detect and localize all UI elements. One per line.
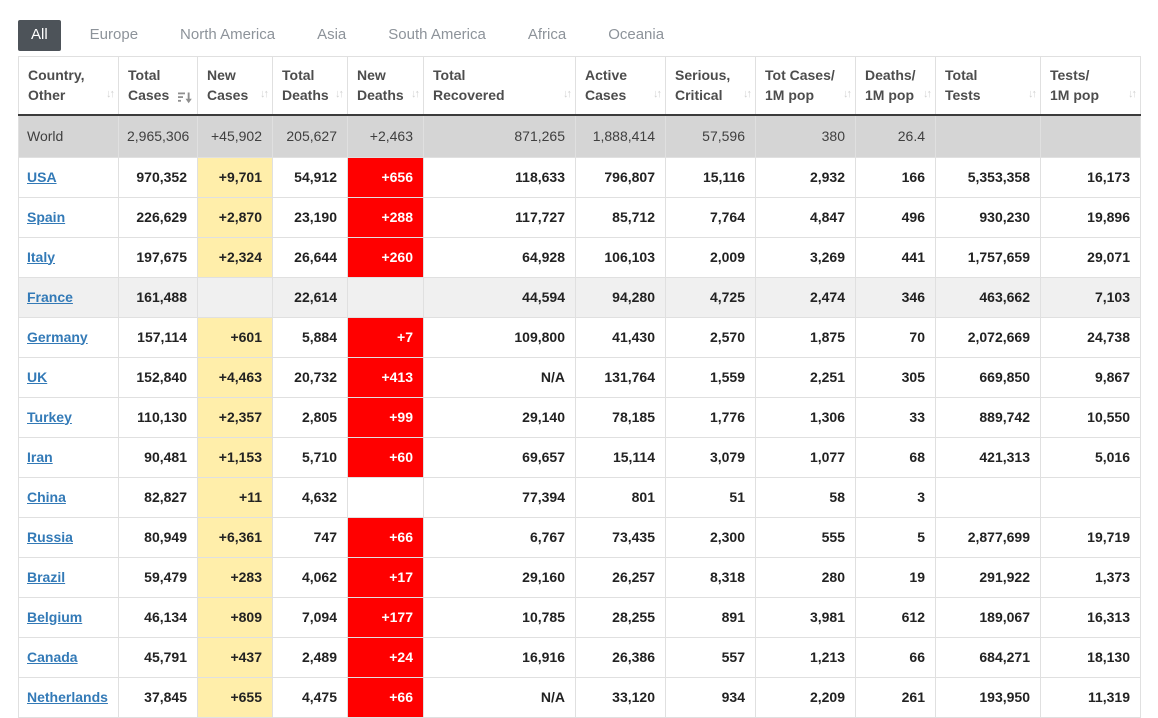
table-row-usa: [19, 157, 1141, 197]
total-cases-cell: 45,791: [119, 637, 198, 677]
active-cases-cell: 26,386: [576, 637, 666, 677]
tests-1m-cell: 5,016: [1041, 437, 1141, 477]
table-header-row: [19, 56, 1141, 115]
world-label: World: [27, 127, 64, 144]
serious-critical-cell: 3,079: [666, 437, 756, 477]
total-cases-cell: 161,488: [119, 277, 198, 317]
table-row-uk: [19, 357, 1141, 397]
table-row-brazil: [19, 557, 1141, 597]
serious-critical-cell: 2,300: [666, 517, 756, 557]
col-header-new-cases[interactable]: [198, 56, 273, 115]
sort-updown-icon[interactable]: ↓↑: [563, 87, 570, 100]
country-link-canada[interactable]: Canada: [27, 648, 78, 665]
new-cases-cell: +809: [198, 597, 273, 637]
tests-1m-cell: 19,719: [1041, 517, 1141, 557]
new-deaths-cell: +413: [348, 357, 424, 397]
country-other-cell: [19, 317, 119, 357]
country-other-cell: [19, 157, 119, 197]
total-tests-cell: 5,353,358: [936, 157, 1041, 197]
table-row-netherlands: [19, 677, 1141, 717]
total-recovered-cell: 118,633: [424, 157, 576, 197]
total-tests-cell: 2,877,699: [936, 517, 1041, 557]
country-link-brazil[interactable]: Brazil: [27, 568, 66, 585]
sort-updown-icon[interactable]: ↓↑: [743, 87, 750, 100]
country-other-cell: [19, 237, 119, 277]
sort-updown-icon[interactable]: ↓↑: [335, 87, 342, 100]
tests-1m-cell: 18,130: [1041, 637, 1141, 677]
new-deaths-cell: +260: [348, 237, 424, 277]
total-cases-cell: 110,130: [119, 397, 198, 437]
new-cases-cell: +2,324: [198, 237, 273, 277]
table-row-turkey: [19, 397, 1141, 437]
total-tests-cell: [936, 477, 1041, 517]
active-cases-cell: 801: [576, 477, 666, 517]
country-link-iran[interactable]: Iran: [27, 448, 53, 465]
col-header-label: Tot Cases/ 1M pop: [765, 66, 835, 103]
new-cases-cell: +4,463: [198, 357, 273, 397]
table-body: [19, 115, 1141, 718]
deaths-1m-cell: 612: [856, 597, 936, 637]
sort-updown-icon[interactable]: ↓↑: [843, 87, 850, 100]
total-deaths-cell: 22,614: [273, 277, 348, 317]
col-header-country-other[interactable]: [19, 56, 119, 115]
total-deaths-cell: 5,884: [273, 317, 348, 357]
new-deaths-cell: [348, 277, 424, 317]
serious-critical-cell: 51: [666, 477, 756, 517]
country-link-uk[interactable]: UK: [27, 368, 48, 385]
tab-north-america[interactable]: North America: [167, 20, 288, 51]
total-deaths-cell: 26,644: [273, 237, 348, 277]
total-recovered-cell: 44,594: [424, 277, 576, 317]
total-recovered-cell: 117,727: [424, 197, 576, 237]
tab-south-america[interactable]: South America: [375, 20, 499, 51]
tab-all[interactable]: All: [18, 20, 61, 51]
total-deaths-cell: 2,489: [273, 637, 348, 677]
tests-1m-cell: 10,550: [1041, 397, 1141, 437]
table-row-belgium: [19, 597, 1141, 637]
serious-critical-cell: 2,009: [666, 237, 756, 277]
total-deaths-cell: 2,805: [273, 397, 348, 437]
tot-cases-1m-cell: 555: [756, 517, 856, 557]
total-cases-cell: 226,629: [119, 197, 198, 237]
sort-updown-icon[interactable]: ↓↑: [411, 87, 418, 100]
new-deaths-cell: +17: [348, 557, 424, 597]
tests-1m-cell: 24,738: [1041, 317, 1141, 357]
sort-descending-icon[interactable]: [178, 91, 192, 104]
total-cases-cell: 90,481: [119, 437, 198, 477]
table-row-iran: [19, 437, 1141, 477]
new-deaths-cell: +7: [348, 317, 424, 357]
country-other-cell: [19, 197, 119, 237]
total-deaths-cell: 5,710: [273, 437, 348, 477]
country-link-turkey[interactable]: Turkey: [27, 408, 72, 425]
total-recovered-cell: N/A: [424, 677, 576, 717]
covid-stats-table: [18, 56, 1141, 718]
col-header-label: Tests/ 1M pop: [1050, 66, 1099, 103]
serious-critical-cell: 57,596: [666, 115, 756, 158]
tot-cases-1m-cell: 2,474: [756, 277, 856, 317]
total-tests-cell: 421,313: [936, 437, 1041, 477]
table-row-canada: [19, 637, 1141, 677]
col-header-label: Active Cases: [585, 66, 628, 103]
serious-critical-cell: 1,776: [666, 397, 756, 437]
total-recovered-cell: 10,785: [424, 597, 576, 637]
country-other-cell: [19, 437, 119, 477]
new-cases-cell: +601: [198, 317, 273, 357]
deaths-1m-cell: 261: [856, 677, 936, 717]
total-cases-cell: 37,845: [119, 677, 198, 717]
deaths-1m-cell: 66: [856, 637, 936, 677]
col-header-deaths-1m[interactable]: [856, 56, 936, 115]
col-header-total-recovered[interactable]: [424, 56, 576, 115]
tot-cases-1m-cell: 2,209: [756, 677, 856, 717]
serious-critical-cell: 891: [666, 597, 756, 637]
table-row-world: [19, 115, 1141, 158]
serious-critical-cell: 15,116: [666, 157, 756, 197]
total-recovered-cell: 871,265: [424, 115, 576, 158]
col-header-serious-critical[interactable]: [666, 56, 756, 115]
deaths-1m-cell: 70: [856, 317, 936, 357]
new-cases-cell: +45,902: [198, 115, 273, 158]
country-link-usa[interactable]: USA: [27, 168, 57, 185]
country-link-china[interactable]: China: [27, 488, 66, 505]
active-cases-cell: 41,430: [576, 317, 666, 357]
col-header-new-deaths[interactable]: [348, 56, 424, 115]
country-other-cell: [19, 397, 119, 437]
tot-cases-1m-cell: 1,077: [756, 437, 856, 477]
deaths-1m-cell: 3: [856, 477, 936, 517]
new-deaths-cell: +99: [348, 397, 424, 437]
new-cases-cell: +283: [198, 557, 273, 597]
total-recovered-cell: 29,160: [424, 557, 576, 597]
total-tests-cell: [936, 115, 1041, 158]
tests-1m-cell: [1041, 477, 1141, 517]
new-deaths-cell: +656: [348, 157, 424, 197]
country-link-germany[interactable]: Germany: [27, 328, 88, 345]
total-deaths-cell: 54,912: [273, 157, 348, 197]
tot-cases-1m-cell: 2,251: [756, 357, 856, 397]
tab-asia[interactable]: Asia: [304, 20, 359, 51]
tests-1m-cell: 1,373: [1041, 557, 1141, 597]
tot-cases-1m-cell: 3,981: [756, 597, 856, 637]
new-deaths-cell: +66: [348, 517, 424, 557]
new-cases-cell: +1,153: [198, 437, 273, 477]
country-link-italy[interactable]: Italy: [27, 248, 56, 265]
total-cases-cell: 970,352: [119, 157, 198, 197]
new-deaths-cell: +2,463: [348, 115, 424, 158]
table-row-china: [19, 477, 1141, 517]
deaths-1m-cell: 346: [856, 277, 936, 317]
col-header-label: Country, Other: [28, 66, 85, 103]
active-cases-cell: 94,280: [576, 277, 666, 317]
tests-1m-cell: 7,103: [1041, 277, 1141, 317]
total-recovered-cell: 29,140: [424, 397, 576, 437]
country-link-belgium[interactable]: Belgium: [27, 608, 83, 625]
total-recovered-cell: 64,928: [424, 237, 576, 277]
total-recovered-cell: N/A: [424, 357, 576, 397]
country-other-cell: [19, 597, 119, 637]
total-deaths-cell: 20,732: [273, 357, 348, 397]
active-cases-cell: 85,712: [576, 197, 666, 237]
active-cases-cell: 73,435: [576, 517, 666, 557]
col-header-total-deaths[interactable]: [273, 56, 348, 115]
sort-updown-icon[interactable]: ↓↑: [923, 87, 930, 100]
total-cases-cell: 2,965,306: [119, 115, 198, 158]
sort-updown-icon[interactable]: ↓↑: [260, 87, 267, 100]
total-deaths-cell: 4,632: [273, 477, 348, 517]
col-header-label: Total Cases: [128, 66, 170, 103]
new-deaths-cell: +288: [348, 197, 424, 237]
tests-1m-cell: 11,319: [1041, 677, 1141, 717]
total-recovered-cell: 6,767: [424, 517, 576, 557]
tot-cases-1m-cell: 4,847: [756, 197, 856, 237]
deaths-1m-cell: 5: [856, 517, 936, 557]
serious-critical-cell: 1,559: [666, 357, 756, 397]
total-recovered-cell: 109,800: [424, 317, 576, 357]
deaths-1m-cell: 19: [856, 557, 936, 597]
col-header-label: New Deaths: [357, 66, 404, 103]
total-tests-cell: 2,072,669: [936, 317, 1041, 357]
total-cases-cell: 59,479: [119, 557, 198, 597]
country-link-russia[interactable]: Russia: [27, 528, 73, 545]
col-header-label: Total Tests: [945, 66, 981, 103]
tab-africa[interactable]: Africa: [515, 20, 579, 51]
total-cases-cell: 197,675: [119, 237, 198, 277]
active-cases-cell: 1,888,414: [576, 115, 666, 158]
tot-cases-1m-cell: 58: [756, 477, 856, 517]
tot-cases-1m-cell: 1,875: [756, 317, 856, 357]
sort-updown-icon[interactable]: ↓↑: [106, 87, 113, 100]
total-tests-cell: 684,271: [936, 637, 1041, 677]
tab-europe[interactable]: Europe: [77, 20, 151, 51]
active-cases-cell: 33,120: [576, 677, 666, 717]
new-cases-cell: +11: [198, 477, 273, 517]
new-deaths-cell: [348, 477, 424, 517]
total-deaths-cell: 4,062: [273, 557, 348, 597]
total-tests-cell: 193,950: [936, 677, 1041, 717]
region-tabs: [18, 20, 1158, 51]
new-deaths-cell: +66: [348, 677, 424, 717]
country-link-netherlands[interactable]: Netherlands: [27, 688, 108, 705]
new-deaths-cell: +24: [348, 637, 424, 677]
col-header-label: New Cases: [207, 66, 249, 103]
table-row-italy: [19, 237, 1141, 277]
deaths-1m-cell: 166: [856, 157, 936, 197]
table-row-germany: [19, 317, 1141, 357]
col-header-label: Total Recovered: [433, 66, 505, 103]
deaths-1m-cell: 26.4: [856, 115, 936, 158]
tot-cases-1m-cell: 380: [756, 115, 856, 158]
new-cases-cell: +2,870: [198, 197, 273, 237]
total-deaths-cell: 4,475: [273, 677, 348, 717]
new-cases-cell: +6,361: [198, 517, 273, 557]
total-deaths-cell: 205,627: [273, 115, 348, 158]
total-recovered-cell: 77,394: [424, 477, 576, 517]
new-cases-cell: [198, 277, 273, 317]
col-header-label: Deaths/ 1M pop: [865, 66, 916, 103]
total-tests-cell: 189,067: [936, 597, 1041, 637]
tot-cases-1m-cell: 280: [756, 557, 856, 597]
tab-oceania[interactable]: Oceania: [595, 20, 677, 51]
total-tests-cell: 930,230: [936, 197, 1041, 237]
country-other-cell: [19, 517, 119, 557]
total-cases-cell: 80,949: [119, 517, 198, 557]
sort-updown-icon[interactable]: ↓↑: [653, 87, 660, 100]
new-deaths-cell: +177: [348, 597, 424, 637]
total-deaths-cell: 747: [273, 517, 348, 557]
serious-critical-cell: 557: [666, 637, 756, 677]
tot-cases-1m-cell: 1,213: [756, 637, 856, 677]
country-link-france[interactable]: France: [27, 288, 73, 305]
country-other-cell: [19, 357, 119, 397]
tests-1m-cell: 29,071: [1041, 237, 1141, 277]
deaths-1m-cell: 305: [856, 357, 936, 397]
col-header-total-tests[interactable]: [936, 56, 1041, 115]
country-other-cell: [19, 677, 119, 717]
tot-cases-1m-cell: 1,306: [756, 397, 856, 437]
tests-1m-cell: [1041, 115, 1141, 158]
new-deaths-cell: +60: [348, 437, 424, 477]
table-row-france: [19, 277, 1141, 317]
total-deaths-cell: 23,190: [273, 197, 348, 237]
country-other-cell: [19, 557, 119, 597]
serious-critical-cell: 934: [666, 677, 756, 717]
active-cases-cell: 28,255: [576, 597, 666, 637]
new-cases-cell: +9,701: [198, 157, 273, 197]
total-tests-cell: 291,922: [936, 557, 1041, 597]
table-row-russia: [19, 517, 1141, 557]
tests-1m-cell: 16,313: [1041, 597, 1141, 637]
total-cases-cell: 82,827: [119, 477, 198, 517]
total-tests-cell: 463,662: [936, 277, 1041, 317]
total-deaths-cell: 7,094: [273, 597, 348, 637]
country-other-cell: [19, 115, 119, 158]
new-cases-cell: +2,357: [198, 397, 273, 437]
deaths-1m-cell: 68: [856, 437, 936, 477]
tests-1m-cell: 19,896: [1041, 197, 1141, 237]
serious-critical-cell: 7,764: [666, 197, 756, 237]
deaths-1m-cell: 496: [856, 197, 936, 237]
total-tests-cell: 669,850: [936, 357, 1041, 397]
new-cases-cell: +655: [198, 677, 273, 717]
serious-critical-cell: 8,318: [666, 557, 756, 597]
serious-critical-cell: 4,725: [666, 277, 756, 317]
sort-updown-icon[interactable]: ↓↑: [1128, 87, 1135, 100]
total-cases-cell: 152,840: [119, 357, 198, 397]
tot-cases-1m-cell: 2,932: [756, 157, 856, 197]
serious-critical-cell: 2,570: [666, 317, 756, 357]
active-cases-cell: 15,114: [576, 437, 666, 477]
total-tests-cell: 889,742: [936, 397, 1041, 437]
total-tests-cell: 1,757,659: [936, 237, 1041, 277]
total-cases-cell: 46,134: [119, 597, 198, 637]
tot-cases-1m-cell: 3,269: [756, 237, 856, 277]
active-cases-cell: 131,764: [576, 357, 666, 397]
country-other-cell: [19, 637, 119, 677]
country-link-spain[interactable]: Spain: [27, 208, 66, 225]
col-header-tests-1m[interactable]: [1041, 56, 1141, 115]
total-recovered-cell: 16,916: [424, 637, 576, 677]
country-other-cell: [19, 277, 119, 317]
deaths-1m-cell: 441: [856, 237, 936, 277]
tests-1m-cell: 9,867: [1041, 357, 1141, 397]
tests-1m-cell: 16,173: [1041, 157, 1141, 197]
active-cases-cell: 78,185: [576, 397, 666, 437]
new-cases-cell: +437: [198, 637, 273, 677]
col-header-total-cases[interactable]: [119, 56, 198, 115]
col-header-active-cases[interactable]: [576, 56, 666, 115]
active-cases-cell: 106,103: [576, 237, 666, 277]
table-row-spain: [19, 197, 1141, 237]
col-header-tot-cases-1m[interactable]: [756, 56, 856, 115]
active-cases-cell: 26,257: [576, 557, 666, 597]
total-cases-cell: 157,114: [119, 317, 198, 357]
col-header-label: Total Deaths: [282, 66, 329, 103]
total-recovered-cell: 69,657: [424, 437, 576, 477]
country-other-cell: [19, 477, 119, 517]
active-cases-cell: 796,807: [576, 157, 666, 197]
col-header-label: Serious, Critical: [675, 66, 731, 103]
sort-updown-icon[interactable]: ↓↑: [1028, 87, 1035, 100]
deaths-1m-cell: 33: [856, 397, 936, 437]
